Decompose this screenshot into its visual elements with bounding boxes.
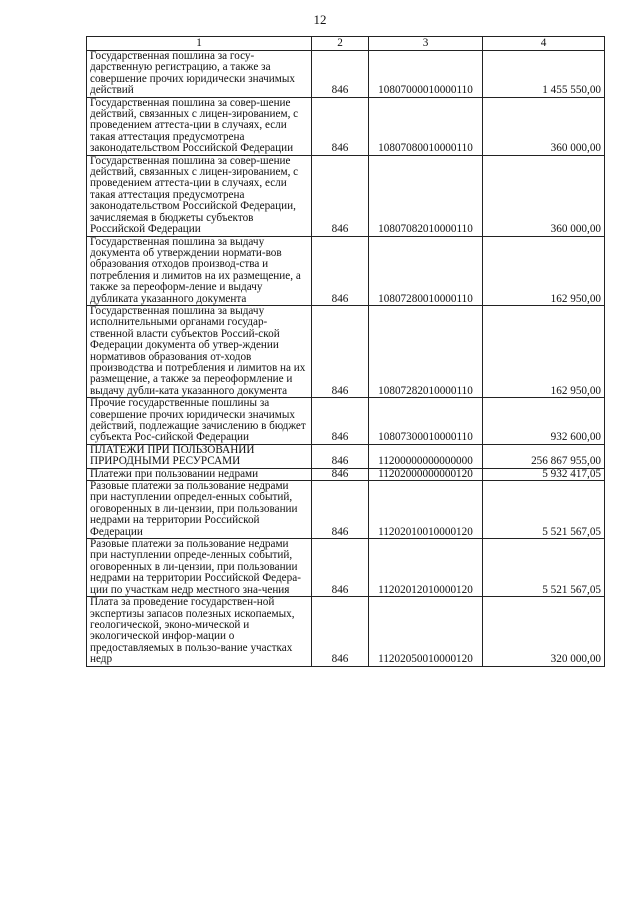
- row-amount-cell: 5 521 567,05: [483, 481, 605, 539]
- page-number: 12: [313, 12, 327, 27]
- row-budget-code-cell: 10807000010000110: [369, 51, 483, 98]
- budget-table: [86, 36, 605, 667]
- row-admin-code-cell: 846: [312, 97, 369, 155]
- row-amount-cell: 932 600,00: [483, 398, 605, 445]
- row-amount-cell: 256 867 955,00: [483, 444, 605, 468]
- row-budget-code-cell: 11202050010000120: [369, 597, 483, 666]
- row-budget-code-cell: 11200000000000000: [369, 444, 483, 468]
- header-cell-1: 1: [87, 37, 312, 51]
- table-row: [87, 398, 605, 445]
- row-amount-cell: 5 521 567,05: [483, 539, 605, 597]
- row-budget-code-cell: 10807082010000110: [369, 155, 483, 236]
- row-amount-cell: 320 000,00: [483, 597, 605, 666]
- row-amount-cell: 360 000,00: [483, 155, 605, 236]
- row-name-cell: ПЛАТЕЖИ ПРИ ПОЛЬЗОВАНИИ ПРИРОДНЫМИ РЕСУРСАМИ: [87, 444, 312, 468]
- row-admin-code-cell: 846: [312, 539, 369, 597]
- row-name-cell: Государственная пошлина за выдачу документа об утверждении нормати-вов образования отходов производ-ства и потребления и лимитов на их размещение, а также за переоформ-ление и выдачу дубликата указанного документа: [87, 236, 312, 305]
- table-row: [87, 155, 605, 236]
- row-name-cell: Государственная пошлина за выдачу исполнительными органами государ-ственной власти субъектов Россий-ской Федерации документа об утвер-ждении нормативов образования от-ходов производства и потребления и лимитов на их размещение, а также за переоформление и выдачу дубли-ката указанного документа: [87, 305, 312, 397]
- table-row: [87, 468, 605, 480]
- table-row: [87, 444, 605, 468]
- row-admin-code-cell: 846: [312, 481, 369, 539]
- row-admin-code-cell: 846: [312, 155, 369, 236]
- row-budget-code-cell: 10807300010000110: [369, 398, 483, 445]
- row-name-cell: Государственная пошлина за совер-шение действий, связанных с лицен-зированием, с проведением аттеста-ции в случаях, если такая аттестация предусмотрена законодательством Российской Федерации, зачисляемая в бюджеты субъектов Российской Федерации: [87, 155, 312, 236]
- table-row: [87, 481, 605, 539]
- table-row: [87, 236, 605, 305]
- row-admin-code-cell: 846: [312, 444, 369, 468]
- table-row: [87, 597, 605, 666]
- row-admin-code-cell: 846: [312, 398, 369, 445]
- row-name-cell: Государственная пошлина за совер-шение действий, связанных с лицен-зированием, с проведением аттеста-ции в случаях, если такая аттестация предусмотрена законодательством Российской Федерации: [87, 97, 312, 155]
- row-name-cell: Плата за проведение государствен-ной экспертизы запасов полезных ископаемых, геологической, эконо-мической и экологической инфор-мации о предоставляемых в пользо-вание участках недр: [87, 597, 312, 666]
- row-name-cell: Платежи при пользовании недрами: [87, 468, 312, 480]
- row-name-cell: Разовые платежи за пользование недрами при наступлении опреде-ленных событий, оговоренных в ли-цензии, при пользовании недрами на территории Российской Федера-ции по участкам недр местного зна-чения: [87, 539, 312, 597]
- row-name-cell: Государственная пошлина за госу-дарственную регистрацию, а также за совершение прочих юридически значимых действий: [87, 51, 312, 98]
- row-budget-code-cell: 10807282010000110: [369, 305, 483, 397]
- row-budget-code-cell: 11202012010000120: [369, 539, 483, 597]
- row-budget-code-cell: 10807280010000110: [369, 236, 483, 305]
- row-admin-code-cell: 846: [312, 236, 369, 305]
- row-name-cell: Разовые платежи за пользование недрами при наступлении определ-енных событий, оговоренных в ли-цензии, при пользовании недрами на территории Российской Федерации: [87, 481, 312, 539]
- row-amount-cell: 5 932 417,05: [483, 468, 605, 480]
- row-budget-code-cell: 11202000000000120: [369, 468, 483, 480]
- header-cell-4: 4: [483, 37, 605, 51]
- row-name-cell: Прочие государственные пошлины за совершение прочих юридически значимых действий, подлежащие зачислению в бюджет субъекта Рос-сийской Федерации: [87, 398, 312, 445]
- table-row: [87, 97, 605, 155]
- table-row: [87, 539, 605, 597]
- row-amount-cell: 162 950,00: [483, 236, 605, 305]
- header-cell-3: 3: [369, 37, 483, 51]
- row-admin-code-cell: 846: [312, 305, 369, 397]
- table-row: [87, 51, 605, 98]
- header-row: [87, 37, 605, 51]
- header-cell-2: 2: [312, 37, 369, 51]
- row-budget-code-cell: 11202010010000120: [369, 481, 483, 539]
- row-admin-code-cell: 846: [312, 468, 369, 480]
- table-row: [87, 305, 605, 397]
- row-amount-cell: 1 455 550,00: [483, 51, 605, 98]
- row-admin-code-cell: 846: [312, 597, 369, 666]
- row-amount-cell: 360 000,00: [483, 97, 605, 155]
- row-amount-cell: 162 950,00: [483, 305, 605, 397]
- row-admin-code-cell: 846: [312, 51, 369, 98]
- row-budget-code-cell: 10807080010000110: [369, 97, 483, 155]
